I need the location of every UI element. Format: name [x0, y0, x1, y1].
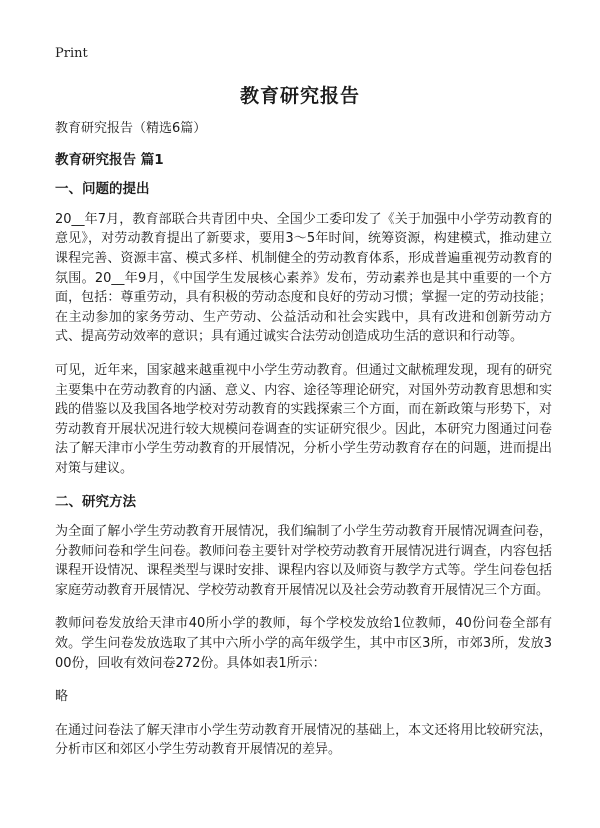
- paragraph: 在通过问卷法了解天津市小学生劳动教育开展情况的基础上，本文还将用比较研究法，分析市区和郊区小学生劳动教育开展情况的差异。: [55, 722, 552, 758]
- print-button[interactable]: Print: [55, 46, 88, 61]
- section-heading-method: 二、研究方法: [55, 493, 136, 510]
- document-title: 教育研究报告: [239, 85, 360, 107]
- paragraph: 教师问卷发放给天津市40所小学的教师，每个学校发放给1位教师，40份问卷全部有效。学生问卷发放选取了其中六所小学的高年级学生，其中市区3所，市郊3所，发放300份，回收有效问卷272份。具体如表1所示：: [55, 616, 552, 671]
- document-subtitle: 教育研究报告（精选6篇）: [55, 121, 207, 136]
- section-heading-problem: 一、问题的提出: [55, 181, 150, 198]
- article-heading: 教育研究报告 篇1: [55, 151, 164, 168]
- paragraph: 可见，近年来，国家越来越重视中小学生劳动教育。但通过文献梳理发现，现有的研究主要集中在劳动教育的内涵、意义、内容、途径等理论研究，对国外劳动教育思想和实践的借鉴以及我国各地学校对劳动教育的实践探索三个方面，而在新政策与形势下，对劳动教育开展状况进行较大规模问卷调查的实证研究很少。因此，本研究力图通过问卷法了解天津市小学生劳动教育的开展情况，分析小学生劳动教育存在的问题，进而提出对策与建议。: [55, 362, 552, 476]
- paragraph: 20__年7月，教育部联合共青团中央、全国少工委印发了《关于加强中小学劳动教育的意见》，对劳动教育提出了新要求，要用3～5年时间，统筹资源，构建模式，推动建立课程完善、资源丰富、模式多样、机制健全的劳动教育体系，形成普遍重视劳动教育的氛围。20__年9月，《中国学生发展核心素养》发布，劳动素养也是其中重要的一个方面，包括：尊重劳动，具有积极的劳动态度和良好的劳动习惯；掌握一定的劳动技能；在主动参加的家务劳动、生产劳动、公益活动和社会实践中，具有改进和创新劳动方式、提高劳动效率的意识；具有通过诚实合法劳动创造成功生活的意识和行动等。: [55, 211, 552, 345]
- document-body: [55, 119, 552, 774]
- paragraph: 为全面了解小学生劳动教育开展情况，我们编制了小学生劳动教育开展情况调查问卷，分教师问卷和学生问卷。教师问卷主要针对学校劳动教育开展情况进行调查，内容包括课程开设情况、课程类型与课时安排、课程内容以及师资与教学方式等。学生问卷包括家庭劳动教育开展情况、学校劳动教育开展情况以及社会劳动教育开展情况三个方面。: [55, 524, 552, 598]
- paragraph-omitted: 略: [55, 689, 69, 705]
